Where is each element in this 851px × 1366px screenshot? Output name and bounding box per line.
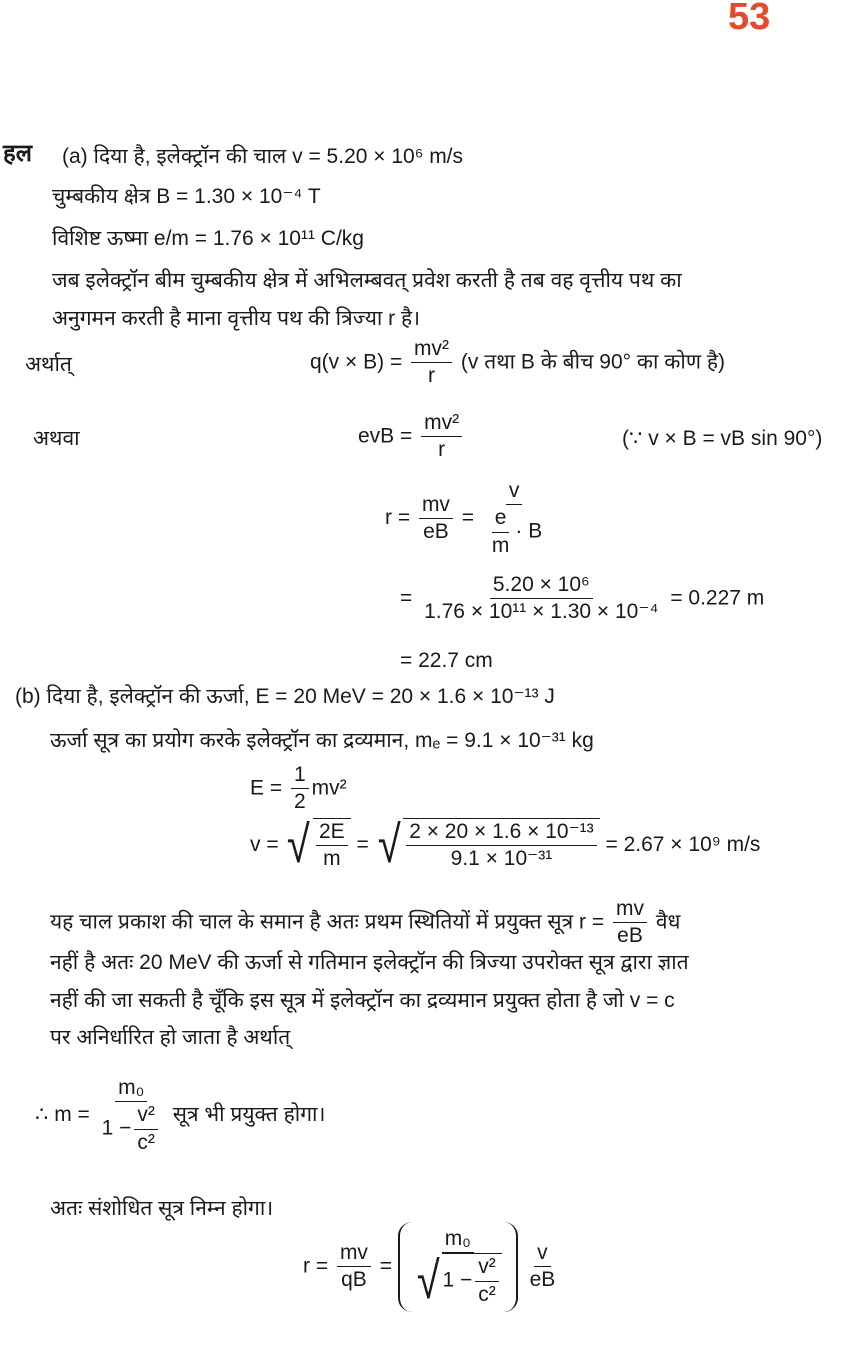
math-term: सूत्र भी प्रयुक्त होगा।: [172, 1102, 326, 1126]
math-term: m: [491, 533, 510, 557]
math-term: यह चाल प्रकाश की चाल के समान है अतः प्रथम स्थितियों में प्रयुक्त सूत्र r =: [50, 910, 605, 934]
math-term: v: [506, 478, 523, 505]
math-part: [442, 1253, 501, 1308]
fraction: [483, 478, 545, 559]
math-term: eB: [529, 1268, 556, 1292]
given-mass: ऊर्जा सूत्र का प्रयोग करके इलेक्ट्रॉन का द्रव्यमान, mₑ = 9.1 × 10⁻³¹ kg: [50, 729, 594, 752]
equation-note: (∵ v × B = vB sin 90°): [622, 427, 823, 450]
math-term: v²: [475, 1254, 499, 1281]
math-term: v: [534, 1240, 551, 1267]
math-term: =: [379, 1254, 393, 1278]
square-root: [375, 818, 600, 873]
math-term: mv²: [411, 336, 452, 363]
math-term: 1: [291, 762, 309, 789]
equation-evb: [358, 410, 465, 464]
fraction: [411, 1226, 505, 1308]
math-term: 1 −: [101, 1116, 132, 1140]
math-term: r: [428, 364, 436, 388]
math-part: =: [356, 832, 369, 856]
given-field: चुम्बकीय क्षेत्र B = 1.30 × 10⁻⁴ T: [52, 185, 321, 208]
solution-label: हल: [3, 140, 33, 167]
page-number: 53: [728, 0, 771, 38]
math-term: 1 −: [442, 1268, 473, 1292]
fraction: [421, 572, 661, 626]
math-term: evB =: [358, 424, 413, 448]
math-term: m₀: [115, 1075, 147, 1102]
fraction: [489, 505, 513, 559]
math-term: r =: [303, 1254, 329, 1278]
fraction: [411, 336, 452, 390]
math-part: [99, 1102, 164, 1156]
equation-force: [310, 336, 725, 390]
math-term: c²: [137, 1130, 155, 1154]
fraction: [316, 819, 348, 873]
math-term: v =: [250, 832, 279, 856]
math-term: 9.1 × 10⁻³¹: [450, 847, 553, 871]
equation-energy: [250, 762, 347, 816]
math-part: [403, 818, 599, 873]
fraction: [613, 896, 647, 950]
paragraph-line: अनुगमन करती है माना वृत्तीय पथ की त्रिज्या r है।: [52, 307, 421, 330]
math-term: eB: [423, 519, 449, 543]
paragraph-line: पर अनिर्धारित हो जाता है अर्थात्: [50, 1026, 291, 1049]
math-term: r =: [385, 505, 411, 529]
fraction: [406, 819, 596, 873]
equation-final-radius: [303, 1222, 561, 1312]
fraction: [475, 1254, 499, 1308]
paragraph-line: नहीं की जा सकती है चूँकि इस सूत्र में इलेक्ट्रॉन का द्रव्यमान प्रयुक्त होता है जो v = c: [50, 989, 675, 1012]
label-arthat: अर्थात्: [25, 353, 72, 376]
given-speed: (a) दिया है, इलेक्ट्रॉन की चाल v = 5.20 × 10⁶ m/s: [62, 145, 464, 168]
parentheses: [398, 1222, 518, 1312]
equation-relativistic-mass: [35, 1075, 325, 1156]
math-term: mv²: [421, 410, 462, 437]
math-part: [313, 818, 351, 873]
fraction: [527, 1240, 559, 1294]
math-term: =: [400, 586, 413, 610]
math-term: 5.20 × 10⁶: [490, 572, 593, 599]
paragraph-line: [50, 896, 680, 950]
math-term: E =: [250, 776, 283, 800]
math-term: · B: [515, 519, 543, 543]
math-term: q(v × B) =: [310, 350, 403, 374]
math-term: eB: [617, 924, 643, 948]
paragraph-line: अतः संशोधित सूत्र निम्न होगा।: [50, 1197, 274, 1220]
paragraph-line: नहीं है अतः 20 MeV की ऊर्जा से गतिमान इलेक्ट्रॉन की त्रिज्या उपरोक्त सूत्र द्वारा ज्ञात: [50, 951, 689, 974]
equation-velocity: [250, 818, 760, 873]
radius-cm: = 22.7 cm: [400, 649, 493, 672]
math-term: 2: [293, 790, 306, 814]
math-term: ∴ m =: [35, 1102, 90, 1126]
math-term: 2E: [316, 819, 348, 846]
math-term: =: [461, 505, 475, 529]
square-root: [411, 1253, 505, 1308]
given-energy: (b) दिया है, इलेक्ट्रॉन की ऊर्जा, E = 20 MeV = 20 × 1.6 × 10⁻¹³ J: [15, 685, 555, 708]
equation-radius: [385, 478, 548, 559]
label-athva: अथवा: [33, 427, 80, 450]
given-specific-charge: विशिष्ट ऊष्मा e/m = 1.76 × 10¹¹ C/kg: [52, 227, 364, 250]
radical-sign: √: [416, 1251, 440, 1310]
math-part: [483, 505, 545, 559]
fraction: [337, 1240, 371, 1294]
radical-sign: √: [377, 816, 401, 875]
math-term: (v तथा B के बीच 90° का कोण है): [460, 350, 726, 374]
math-term: = 2.67 × 10⁹ m/s: [605, 832, 761, 856]
math-term: c²: [478, 1282, 496, 1306]
fraction: [134, 1102, 158, 1156]
math-term: mv: [613, 896, 647, 923]
math-term: 2 × 20 × 1.6 × 10⁻¹³: [406, 819, 596, 846]
math-term: e: [492, 505, 510, 532]
fraction: [291, 762, 309, 816]
square-root: [284, 818, 350, 873]
math-term: = 0.227 m: [670, 586, 765, 610]
math-term: m: [323, 847, 341, 871]
math-term: mv²: [311, 776, 347, 800]
fraction: [421, 410, 462, 464]
math-term: 1.76 × 10¹¹ × 1.30 × 10⁻⁴: [424, 600, 659, 624]
math-term: v²: [134, 1102, 158, 1129]
paragraph-line: जब इलेक्ट्रॉन बीम चुम्बकीय क्षेत्र में अभिलम्बवत् प्रवेश करती है तब वह वृत्तीय पथ का: [52, 269, 682, 292]
equation-radius-value: [400, 572, 764, 626]
radical-sign: √: [287, 816, 311, 875]
math-term: mv: [337, 1240, 371, 1267]
math-term: वैध: [655, 910, 681, 934]
fraction: [419, 492, 453, 546]
math-term: r: [438, 438, 446, 462]
math-term: qB: [341, 1268, 367, 1292]
math-term: m₀: [442, 1226, 474, 1253]
fraction: [99, 1075, 164, 1156]
math-term: mv: [419, 492, 453, 519]
